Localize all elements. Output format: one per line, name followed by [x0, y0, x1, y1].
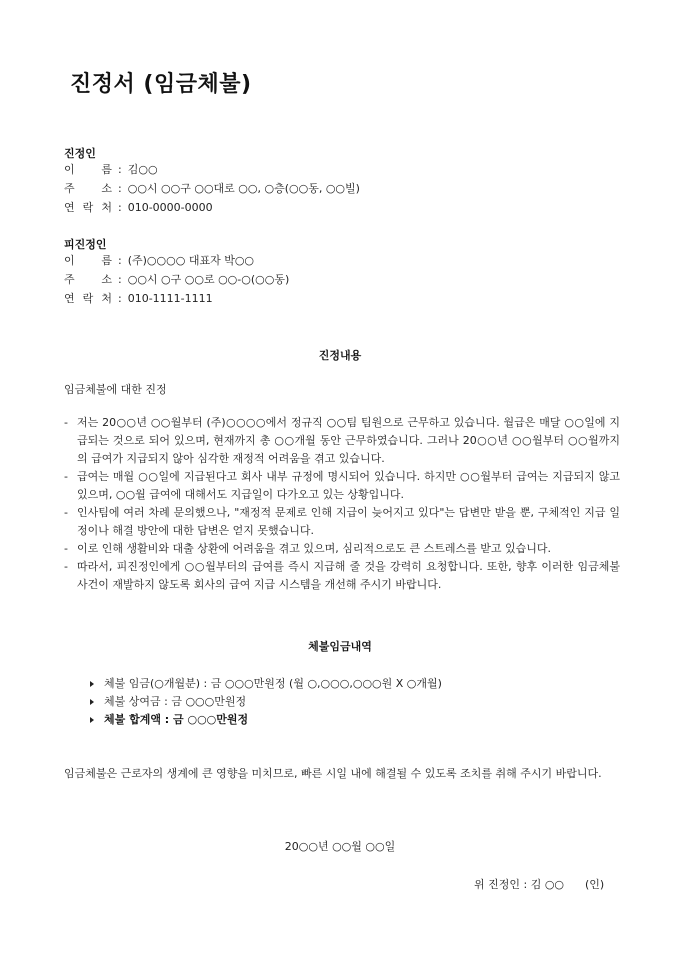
- field-colon: :: [118, 292, 122, 305]
- arrears-item: [90, 693, 442, 711]
- respondent-field-value: (주)○○○○ 대표자 박○○: [127, 254, 255, 267]
- arrears-item: [90, 711, 442, 729]
- triangle-bullet-icon: [90, 699, 94, 705]
- field-label-char: 이: [64, 163, 75, 176]
- field-colon: :: [118, 201, 122, 214]
- complaint-paragraph: [64, 540, 620, 558]
- field-colon: :: [118, 182, 122, 195]
- complaint-paragraph: [64, 468, 620, 504]
- content-heading: 진정내용: [318, 349, 362, 362]
- field-label-char: 름: [101, 163, 112, 176]
- respondent-field-label: [64, 272, 112, 288]
- field-label-char: 소: [101, 182, 112, 195]
- respondent-field-label: [64, 291, 112, 307]
- complaint-paragraph-text: 급여는 매월 ○○일에 지급된다고 회사 내부 규정에 명시되어 있습니다. 하지만 ○○월부터 급여는 지급되지 않고 있으며, ○○월 급여에 대해서도 지급일이 다가오고 있는 상황입니다.: [77, 470, 620, 501]
- complaint-paragraph-list: [64, 414, 620, 594]
- arrears-item-text: 체불 상여금 : 금 ○○○만원정: [104, 695, 247, 708]
- arrears-list: [90, 675, 442, 729]
- dash-marker: -: [64, 560, 68, 573]
- field-label-char: 소: [101, 273, 112, 286]
- dash-marker: -: [64, 470, 68, 483]
- complaint-paragraph-text: 저는 20○○년 ○○월부터 (주)○○○○에서 정규직 ○○팀 팀원으로 근무하고 있습니다. 월급은 매달 ○○일에 지급되는 것으로 되어 있으며, 현재까지 총 ○○개월 동안 근무하였습니다. 그러나 20○○년 ○○월부터 ○○월까지의 급여가 지급되지 않아 심각한 재정적 어려움을 겪고 있습니다.: [77, 416, 620, 465]
- complaint-paragraph: [64, 558, 620, 594]
- field-label-char: 연: [64, 292, 75, 305]
- arrears-heading: 체불임금내역: [308, 640, 372, 653]
- petitioner-field-row: [64, 200, 213, 216]
- field-label-char: 연: [64, 201, 75, 214]
- field-label-char: 처: [101, 201, 112, 214]
- complaint-paragraph: [64, 504, 620, 540]
- field-colon: :: [118, 254, 122, 267]
- petitioner-field-label: [64, 181, 112, 197]
- respondent-field-label: [64, 253, 112, 269]
- respondent-field-value: ○○시 ○구 ○○로 ○○-○(○○동): [127, 273, 290, 286]
- respondent-field-value: 010-1111-1111: [127, 292, 213, 305]
- dash-marker: -: [64, 506, 68, 519]
- respondent-heading: 피진정인: [64, 238, 107, 251]
- respondent-field-row: [64, 253, 254, 269]
- field-label-char: 름: [101, 254, 112, 267]
- signature-line: 위 진정인 : 김 ○○ (인): [474, 878, 605, 891]
- petitioner-field-label: [64, 200, 112, 216]
- petitioner-field-row: [64, 162, 158, 178]
- complaint-paragraph-text: 인사팀에 여러 차례 문의했으나, "재정적 문제로 인해 지급이 늦어지고 있다"는 답변만 받을 뿐, 구체적인 지급 일정이나 해결 방안에 대한 답변은 얻지 못했습니다.: [77, 506, 620, 537]
- petitioner-field-row: [64, 181, 360, 197]
- arrears-item-text: 체불 임금(○개월분) : 금 ○○○만원정 (월 ○,○○○,○○○원 X ○개월): [104, 677, 442, 690]
- petitioner-field-value: 김○○: [127, 163, 158, 176]
- field-label-char: 락: [82, 201, 94, 214]
- document-date: 20○○년 ○○월 ○○일: [284, 840, 396, 853]
- triangle-bullet-icon: [90, 717, 94, 723]
- field-colon: :: [118, 163, 122, 176]
- arrears-item: [90, 675, 442, 693]
- dash-marker: -: [64, 542, 68, 555]
- petitioner-field-label: [64, 162, 112, 178]
- petitioner-field-value: 010-0000-0000: [127, 201, 213, 214]
- complaint-paragraph: [64, 414, 620, 468]
- field-label-char: 주: [64, 273, 75, 286]
- petitioner-heading: 진정인: [64, 147, 96, 160]
- complaint-subject: 임금체불에 대한 진정: [64, 383, 167, 396]
- closing-statement: 임금체불은 근로자의 생계에 큰 영향을 미치므로, 빠른 시일 내에 해결될 수 있도록 조치를 취해 주시기 바랍니다.: [64, 767, 602, 780]
- field-label-char: 주: [64, 182, 75, 195]
- respondent-field-row: [64, 291, 213, 307]
- complaint-paragraph-text: 이로 인해 생활비와 대출 상환에 어려움을 겪고 있으며, 심리적으로도 큰 스트레스를 받고 있습니다.: [77, 542, 551, 555]
- petitioner-field-value: ○○시 ○○구 ○○대로 ○○, ○층(○○동, ○○빌): [127, 182, 360, 195]
- field-colon: :: [118, 273, 122, 286]
- dash-marker: -: [64, 416, 68, 429]
- arrears-item-text: 체불 합계액 : 금 ○○○만원정: [104, 713, 249, 726]
- respondent-field-row: [64, 272, 289, 288]
- complaint-paragraph-text: 따라서, 피진정인에게 ○○월부터의 급여를 즉시 지급해 줄 것을 강력히 요청합니다. 또한, 향후 이러한 임금체불 사건이 재발하지 않도록 회사의 급여 지급 시스템을 개선해 주시기 바랍니다.: [77, 560, 620, 591]
- triangle-bullet-icon: [90, 681, 94, 687]
- field-label-char: 이: [64, 254, 75, 267]
- field-label-char: 락: [82, 292, 94, 305]
- document-title: 진정서 (임금체불): [70, 72, 252, 97]
- field-label-char: 처: [101, 292, 112, 305]
